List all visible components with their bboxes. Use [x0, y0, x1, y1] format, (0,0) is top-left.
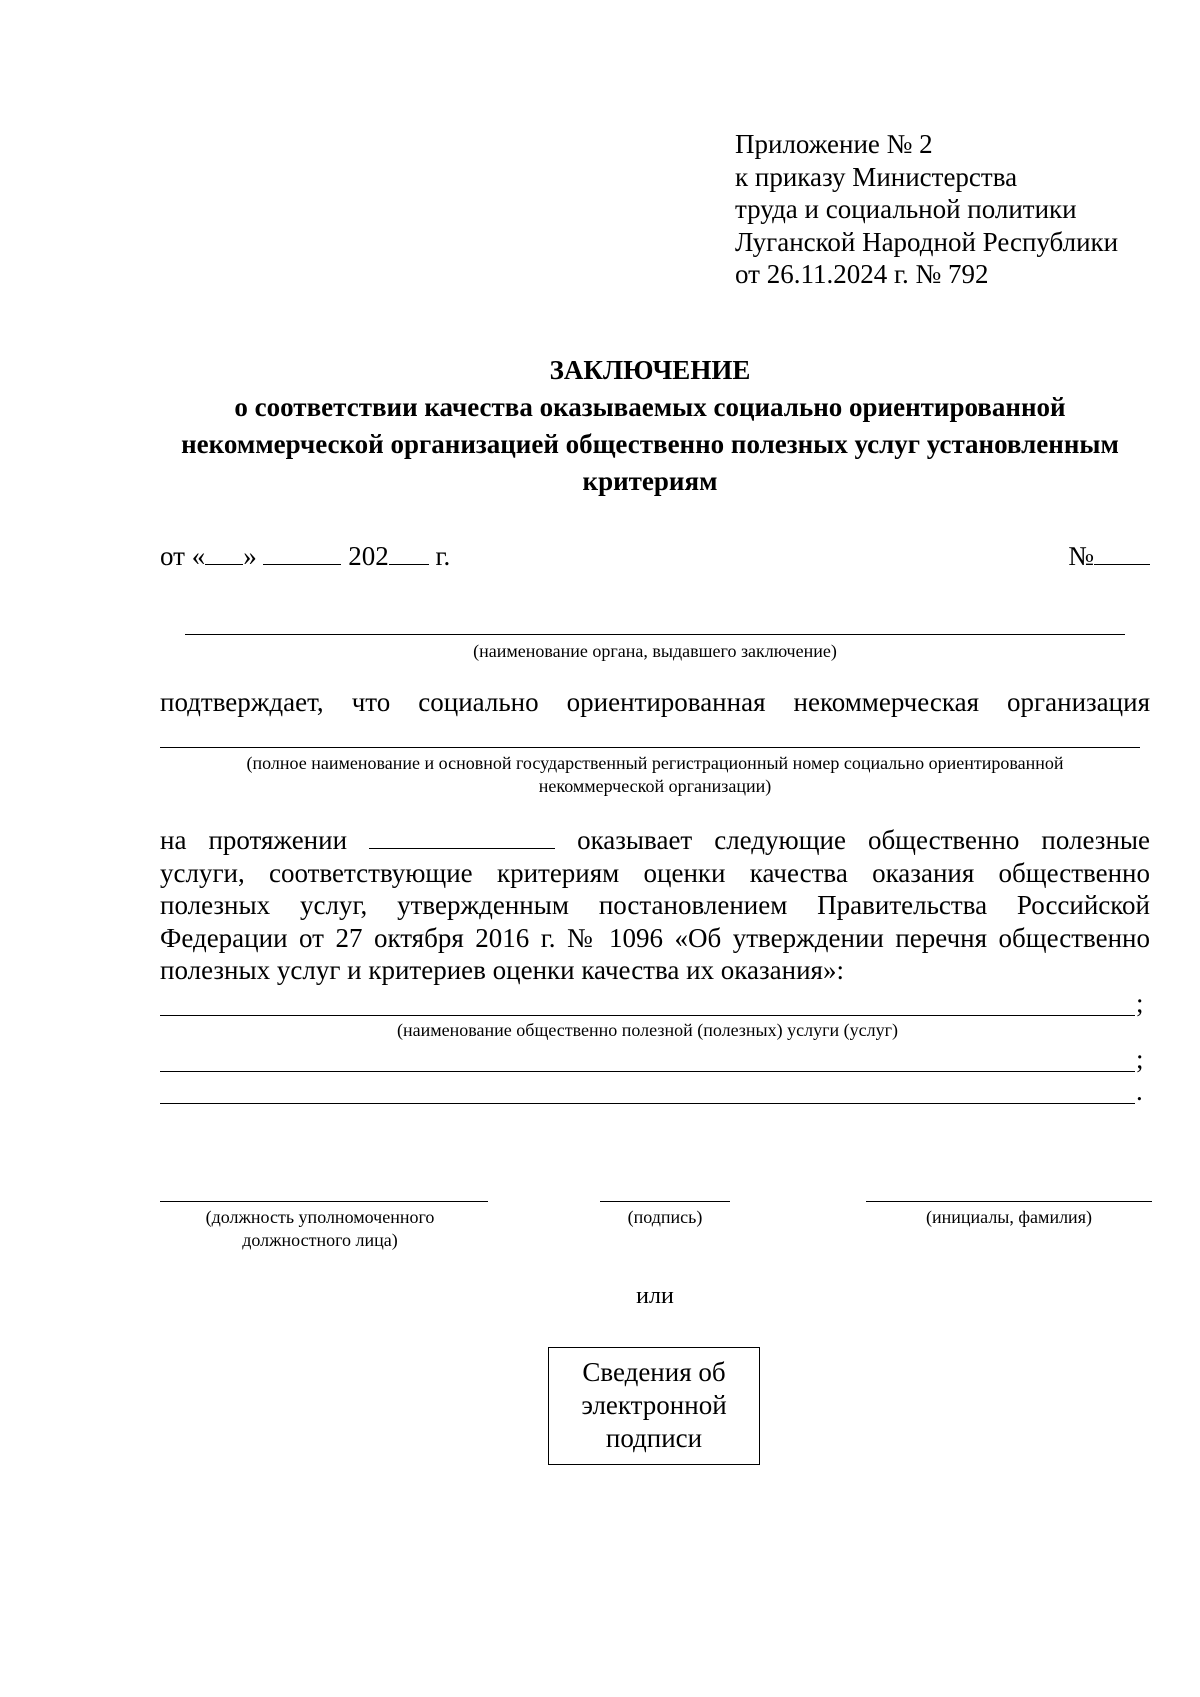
period-blank[interactable] — [369, 822, 555, 849]
organization-line[interactable] — [160, 747, 1140, 748]
initials-caption: (инициалы, фамилия) — [926, 1207, 1092, 1227]
confirms-text: подтверждает, что социально ориентированная некоммерческая организация — [160, 687, 1150, 717]
service-line-2[interactable] — [160, 1071, 1135, 1072]
number-sign: № — [1068, 541, 1094, 571]
initials-line[interactable] — [866, 1201, 1152, 1202]
date-close-quote: » — [243, 541, 257, 571]
or-label: или — [636, 1283, 674, 1309]
organization-caption-line: некоммерческой организации) — [538, 776, 772, 796]
title-line: о соответствии качества оказываемых социально ориентированной — [234, 392, 1066, 422]
electronic-signature-box — [548, 1347, 760, 1465]
position-caption — [160, 1206, 480, 1252]
semicolon: ; — [1136, 988, 1144, 1018]
services-text: услуги, соответствующие критериям оценки качества оказания общественно полезных услуг, утвержденным постановлением Правительства Российской Федерации от 27 октября 2016 г. № 1096 «Об утверждении перечня общественно полезных услуг и критериев оценки качества их оказания»: — [160, 857, 1150, 985]
during-label: на протяжении — [160, 825, 348, 855]
period: . — [1136, 1076, 1143, 1106]
service-caption: (наименование общественно полезной (полезных) услуги (услуг) — [397, 1020, 898, 1040]
organization-caption — [160, 752, 1150, 798]
esig-line: электронной — [581, 1390, 727, 1420]
organization-caption-line: (полное наименование и основной государственный регистрационный номер социально ориентированной — [246, 753, 1064, 773]
date-field — [160, 538, 450, 572]
annex-line: Луганской Народной Республики — [735, 226, 1119, 257]
esig-line: подписи — [605, 1423, 703, 1453]
title-line: критериям — [582, 466, 718, 496]
title-line: некоммерческой организацией общественно полезных услуг установленным — [181, 429, 1119, 459]
service-line-1[interactable] — [160, 1015, 1135, 1016]
annex-line: труда и социальной политики — [735, 194, 1077, 224]
esig-line: Сведения об — [582, 1357, 726, 1387]
semicolon: ; — [1136, 1044, 1144, 1074]
position-caption-line: должностного лица) — [242, 1230, 398, 1250]
number-field — [1068, 538, 1150, 572]
position-caption-line: (должность уполномоченного — [205, 1207, 435, 1227]
services-paragraph — [160, 822, 1150, 987]
date-prefix: от « — [160, 541, 206, 571]
issuing-body-line[interactable] — [185, 634, 1125, 635]
year-suffix: г. — [435, 541, 451, 571]
annex-line: к приказу Министерства — [735, 161, 1018, 192]
number-blank[interactable] — [1094, 538, 1150, 565]
day-blank[interactable] — [205, 538, 243, 565]
annex-line: Приложение № 2 — [735, 129, 933, 159]
signature-caption: (подпись) — [627, 1207, 703, 1227]
date-number-line — [160, 538, 1150, 578]
month-blank[interactable] — [263, 538, 341, 565]
year-blank[interactable] — [389, 538, 429, 565]
title-main: ЗАКЛЮЧЕНИЕ — [549, 355, 751, 385]
issuing-body-caption: (наименование органа, выдавшего заключение) — [473, 641, 837, 661]
during-line — [160, 822, 1150, 857]
year-prefix: 202 — [348, 541, 389, 571]
document-title — [150, 352, 1150, 500]
annex-header — [735, 128, 1118, 291]
provides-label: оказывает следующие общественно полезные — [577, 825, 1151, 855]
service-line-3[interactable] — [160, 1103, 1135, 1104]
annex-line: от 26.11.2024 г. № 792 — [735, 259, 989, 289]
signature-line[interactable] — [600, 1201, 730, 1202]
position-line[interactable] — [160, 1201, 488, 1202]
